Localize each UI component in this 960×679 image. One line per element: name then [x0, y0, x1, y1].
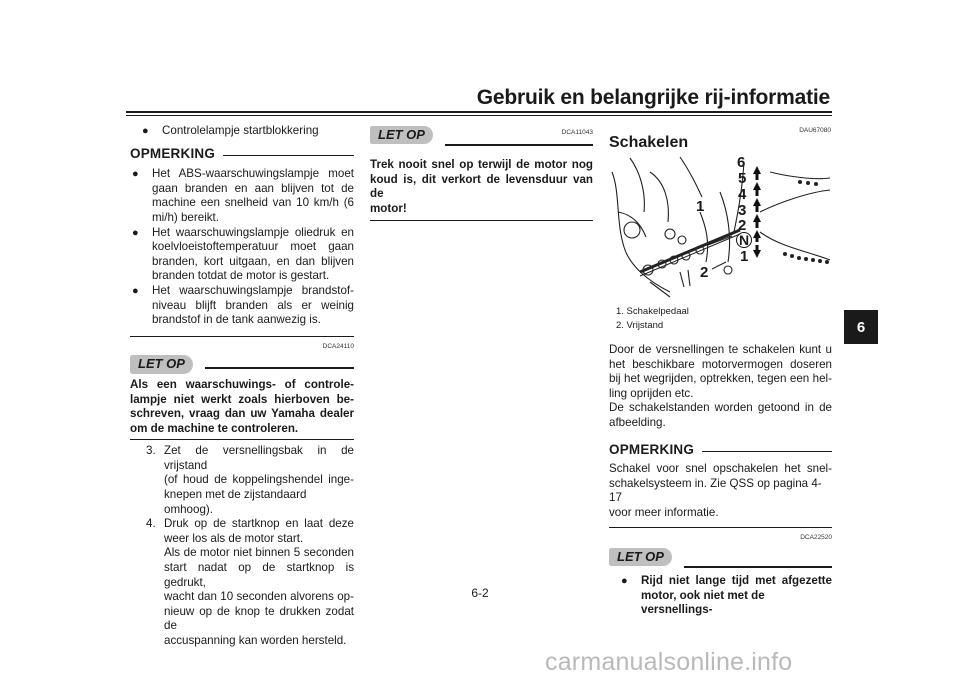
- text-line: motor!: [370, 201, 407, 215]
- opmerking-heading-text: OPMERKING: [130, 145, 216, 161]
- shift-pedal-diagram: [610, 152, 832, 304]
- opmerking-text: [609, 462, 832, 520]
- gear-label-4: 4: [738, 186, 747, 203]
- header-rule-thin: [126, 115, 832, 116]
- section-rule: [370, 220, 593, 221]
- text-line: ling oprijden etc.: [609, 386, 694, 400]
- chapter-tab[interactable]: 6: [844, 310, 878, 344]
- text-line: brandstof in de tank aanwezig is.: [152, 313, 321, 327]
- text-line: Schakel voor snel opschakelen het snel-: [609, 462, 832, 476]
- letop-label: LET OP: [370, 126, 433, 145]
- opmerking-list: [130, 167, 354, 328]
- text-line: schreven, vraag dan uw Yamaha dealer: [130, 407, 354, 421]
- letop-heading: [130, 355, 354, 374]
- text-line: Als een waarschuwings- of controle-: [130, 377, 354, 391]
- text-line: niveau blijft branden als er weinig: [152, 298, 354, 312]
- text-line: Als de motor niet binnen 5 seconden: [164, 546, 354, 560]
- text-line: Trek nooit snel op terwijl de motor nog: [370, 158, 593, 171]
- caption-list: [609, 305, 832, 333]
- text-line: Het waarschuwingslampje brandstof-: [152, 283, 354, 297]
- text-line: afbeelding.: [609, 415, 666, 429]
- text-line: motor, ook niet met de versnellings-: [641, 588, 765, 617]
- intro-paragraph: [609, 343, 832, 431]
- section-rule: [609, 527, 832, 528]
- step-number: 3.: [146, 444, 156, 458]
- watermark: carmanualsonline.info: [545, 648, 793, 676]
- caption-item: 2. Vrijstand: [616, 320, 664, 331]
- list-item: [146, 444, 354, 517]
- doc-code: DCA11043: [561, 129, 593, 136]
- right-column: [609, 305, 832, 618]
- section-title: Schakelen: [609, 134, 689, 151]
- section-rule: [130, 336, 354, 337]
- text-line: voor meer informatie.: [609, 505, 719, 519]
- list-item: [609, 574, 832, 618]
- text-line: bij het wegrijden, optrekken, tegen een hel-: [609, 372, 832, 386]
- page-header-title: Gebruik en belangrijke rij-informatie: [476, 86, 830, 109]
- gear-label-1: 1: [740, 248, 749, 265]
- callout-1: 1: [696, 198, 705, 215]
- opmerking-heading-text: OPMERKING: [609, 441, 695, 457]
- text-line: mi/h) bereikt.: [152, 210, 220, 224]
- text-line: (of houd de koppelingshendel inge-: [164, 473, 354, 487]
- bullet-icon: ●: [621, 575, 628, 588]
- left-column: [130, 124, 354, 649]
- section-rule: [130, 439, 354, 440]
- letop-rule: [684, 566, 832, 568]
- text-line: koelvloeistoftemperatuur moet gaan: [152, 240, 354, 254]
- doc-code: DCA22520: [800, 533, 832, 541]
- warning-block: [370, 158, 593, 216]
- text-line: Druk op de startknop en laat deze: [164, 517, 354, 531]
- text-line: om de machine te controleren.: [130, 421, 299, 435]
- heading-rule: [702, 451, 832, 452]
- text-line: Zet de versnellingsbak in de vrijstand: [164, 444, 354, 472]
- gear-label-6: 6: [737, 154, 746, 171]
- header-rule: [126, 111, 832, 113]
- text-line: Het waarschuwingslampje oliedruk en: [152, 225, 354, 239]
- text-line: koud is, dit verkort de levensduur van de: [370, 172, 593, 201]
- step-number: 4.: [146, 517, 156, 531]
- gear-label-3: 3: [738, 202, 747, 219]
- gear-label-neutral: N: [736, 232, 752, 248]
- opmerking-heading: [130, 147, 354, 162]
- list-item: [146, 517, 354, 648]
- gear-label-2: 2: [738, 217, 747, 234]
- text-line: Rijd niet lange tijd met afgezette: [641, 574, 832, 588]
- list-item: [130, 167, 354, 225]
- bullet-icon: ●: [132, 226, 139, 239]
- opmerking-heading: [609, 443, 832, 458]
- bullet-text: Controlelampje startblokkering: [162, 124, 319, 137]
- letop-label: LET OP: [130, 355, 193, 374]
- text-line: het beschikbare motorvermogen doseren: [609, 357, 832, 371]
- letop-rule: [205, 367, 354, 369]
- bullet-icon: ●: [142, 125, 149, 137]
- text-line: lampje niet werkt zoals hierboven be-: [130, 392, 354, 406]
- text-line: schakelsysteem in. Zie QSS op pagina 4-17: [609, 476, 822, 505]
- letop-rule: [445, 144, 593, 146]
- letop-heading: [370, 124, 593, 146]
- text-line: Door de versnellingen te schakelen kunt u: [609, 343, 832, 356]
- text-line: De schakelstanden worden getoond in de: [609, 401, 832, 415]
- bullet-icon: ●: [132, 168, 139, 181]
- callout-2: 2: [700, 264, 709, 281]
- gear-label-5: 5: [738, 170, 747, 187]
- text-line: wacht dan 10 seconden alvorens op-: [164, 590, 354, 604]
- text-line: start nadat op de startknop is gedrukt,: [164, 561, 354, 589]
- text-line: branden totdat de motor is gestart.: [152, 269, 330, 283]
- text-line: machine een snelheid van 10 km/h (6: [152, 196, 354, 210]
- list-item: [130, 284, 354, 328]
- middle-column: [370, 124, 593, 221]
- doc-code: DCA24110: [322, 342, 354, 350]
- doc-code: DAU67080: [799, 127, 831, 134]
- bullet-icon: ●: [132, 284, 139, 297]
- list-item: [130, 124, 354, 139]
- text-line: Het ABS-waarschuwingslampje moet: [152, 167, 354, 181]
- text-line: gaan branden en aan blijven tot de: [152, 181, 354, 195]
- warning-block: [130, 378, 354, 436]
- caption-item: 1. Schakelpedaal: [616, 306, 689, 317]
- shift-pedal-illustration: [610, 152, 832, 304]
- text-line: weer los als de motor start.: [164, 531, 304, 545]
- letop-heading: [609, 546, 832, 568]
- steps-list: [130, 444, 354, 648]
- text-line: branden, kort uitgaan, en dan blijven: [152, 254, 354, 268]
- heading-rule: [223, 155, 354, 156]
- letop-label: LET OP: [609, 548, 672, 567]
- page-number: 6-2: [471, 586, 489, 600]
- list-item: [130, 226, 354, 284]
- text-line: accuspanning kan worden hersteld.: [164, 634, 347, 647]
- text-line: knepen met de zijstandaard omhoog).: [164, 488, 307, 516]
- text-line: nieuw op de knop te drukken zodat de: [164, 604, 354, 633]
